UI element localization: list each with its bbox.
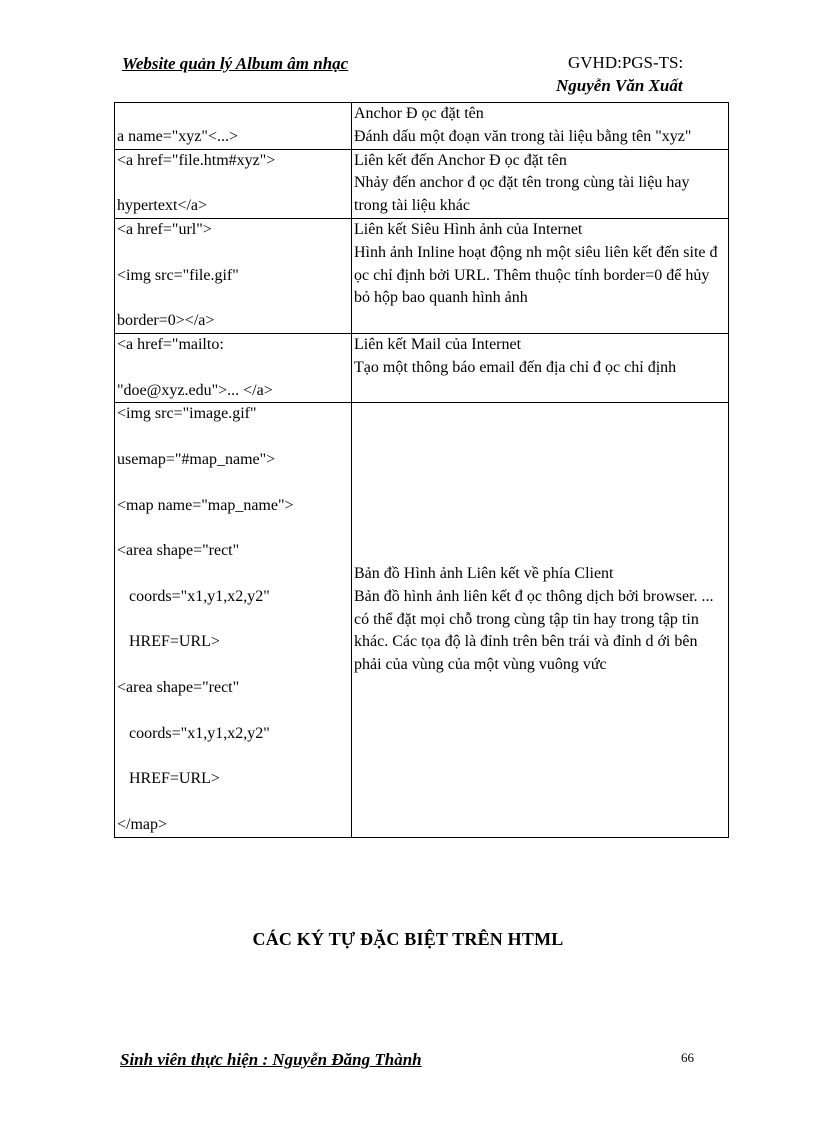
- tag-syntax-line: [117, 287, 349, 310]
- tag-description-text: Bản đồ hình ảnh liên kết đ ọc thông dịch bởi browser. ... có thể đặt mọi chỗ trong cùng tập tin hay trong tập tin khác. Các tọa độ là đỉnh trên bên trái và đỉnh d ới bên phải của vùng của một vùng vuông vức: [354, 587, 714, 674]
- header-title: Website quản lý Album âm nhạc: [122, 54, 349, 73]
- header-supervisor-name: Nguyễn Văn Xuất: [556, 76, 683, 95]
- footer-student: Sinh viên thực hiện : Nguyễn Đăng Thành: [120, 1050, 422, 1069]
- tag-syntax-line: [117, 472, 349, 495]
- page-number: 66: [681, 1050, 694, 1065]
- header-supervisor-label: GVHD:PGS-TS:: [568, 53, 684, 72]
- tag-description-title: Anchor Đ ọc đặt tên: [354, 105, 484, 122]
- tag-syntax-cell: [115, 218, 352, 333]
- tag-syntax-line: [117, 426, 349, 449]
- tag-syntax-line: HREF=URL>: [117, 770, 220, 788]
- table-row: [115, 103, 729, 150]
- tag-syntax-line: [117, 654, 349, 677]
- table-row: [115, 149, 729, 218]
- tag-syntax-line: <area shape="rect": [117, 678, 240, 696]
- tag-syntax-cell: [115, 333, 352, 402]
- tag-syntax-line: </map>: [117, 815, 168, 833]
- tag-syntax-line: HREF=URL>: [117, 633, 220, 651]
- tag-syntax-line: usemap="#map_name">: [117, 450, 276, 468]
- tag-description-text: Hình ảnh Inline hoạt động nh một siêu liên kết đến site đ ọc chỉ định bởi URL. Thêm thuộc tính border=0 để hủy bỏ hộp bao quanh hình ảnh: [354, 243, 718, 307]
- tag-syntax-line: hypertext</a>: [117, 197, 208, 215]
- table-row: [115, 218, 729, 333]
- html-tag-table: [114, 102, 729, 838]
- tag-syntax-line: <map name="map_name">: [117, 496, 294, 514]
- tag-syntax-line: "doe@xyz.edu">... </a>: [117, 381, 273, 399]
- tag-description-title: Liên kết đến Anchor Đ ọc đặt tên: [354, 151, 567, 169]
- tag-description-text: Đánh dấu một đoạn văn trong tài liệu bằng tên "xyz": [354, 127, 692, 145]
- tag-description-cell: [352, 333, 729, 402]
- tag-syntax-line: <img src="file.gif": [117, 266, 239, 284]
- tag-syntax-line: [117, 563, 349, 586]
- tag-syntax-line: coords="x1,y1,x2,y2": [117, 724, 270, 742]
- tag-description-cell: [352, 103, 729, 150]
- tag-syntax-line: [117, 357, 349, 380]
- tag-syntax-line: [117, 609, 349, 632]
- tag-syntax-line: [117, 791, 349, 814]
- tag-description-text: Tạo một thông báo email đến địa chỉ đ ọc chỉ định: [354, 358, 677, 376]
- table-row: [115, 333, 729, 402]
- tag-syntax-line: border=0></a>: [117, 312, 215, 330]
- tag-syntax-cell: [115, 149, 352, 218]
- tag-syntax-line: <a href="mailto:: [117, 335, 224, 353]
- table-row: [115, 403, 729, 837]
- tag-syntax-line: [117, 745, 349, 768]
- tag-description-text: Nhảy đến anchor đ ọc đặt tên trong cùng tài liệu hay trong tài liệu khác: [354, 174, 690, 215]
- tag-syntax-line: coords="x1,y1,x2,y2": [117, 587, 270, 605]
- tag-syntax-cell: [115, 403, 352, 837]
- tag-syntax-cell: [115, 103, 352, 150]
- tag-syntax-line: <img src="image.gif": [117, 405, 257, 423]
- tag-syntax-line: <a href="url">: [117, 220, 212, 238]
- tag-description-title: Bản đồ Hình ảnh Liên kết về phía Client: [354, 564, 614, 582]
- tag-description-cell: [352, 218, 729, 333]
- tag-description-cell: [352, 149, 729, 218]
- tag-description-title: Liên kết Siêu Hình ảnh của Internet: [354, 220, 583, 238]
- tag-syntax-line: [117, 700, 349, 723]
- tag-syntax-line: <a href="file.htm#xyz">: [117, 151, 276, 169]
- section-title: CÁC KÝ TỰ ĐẶC BIỆT TRÊN HTML: [252, 929, 564, 949]
- tag-syntax-line: [117, 517, 349, 540]
- tag-syntax-line: <area shape="rect": [117, 542, 240, 560]
- tag-description-title: Liên kết Mail của Internet: [354, 335, 522, 353]
- tag-syntax-line: [117, 242, 349, 265]
- tag-syntax-line: [117, 172, 349, 195]
- tag-description-cell: [352, 403, 729, 837]
- tag-syntax-line: a name="xyz"<...>: [117, 127, 238, 145]
